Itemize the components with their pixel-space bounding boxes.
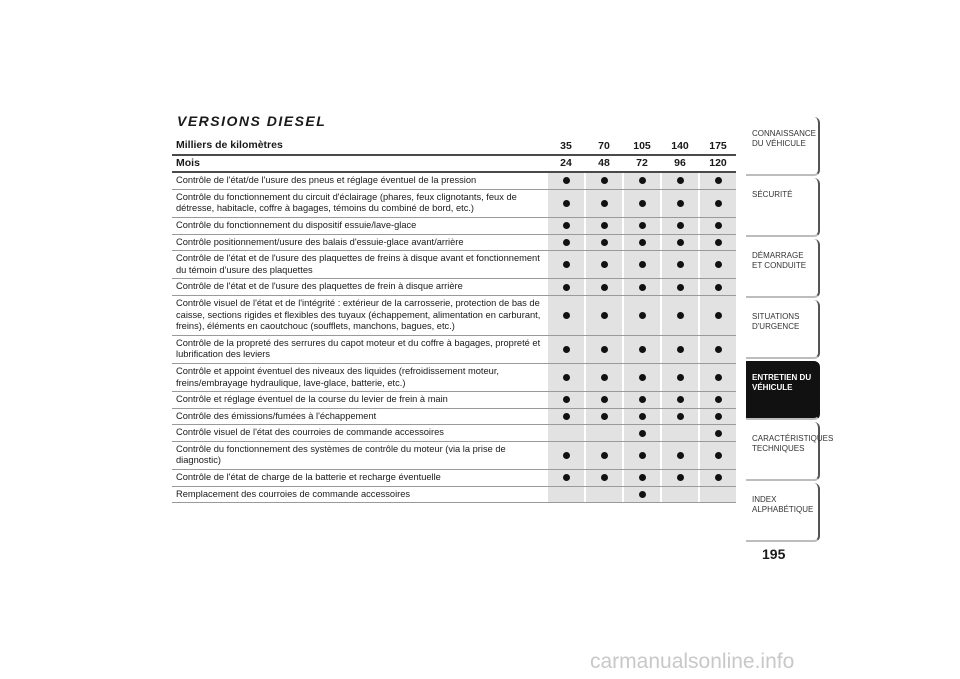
interval-cell: [546, 296, 584, 335]
table-row: [172, 425, 736, 442]
interval-cell: [546, 470, 584, 486]
interval-cell: [698, 425, 736, 441]
interval-cell: [660, 296, 698, 335]
interval-cell: [622, 364, 660, 391]
interval-cell: [584, 235, 622, 251]
table-row: [172, 296, 736, 336]
check-dot-icon: [715, 261, 722, 268]
interval-cell: [584, 409, 622, 425]
check-dot-icon: [715, 413, 722, 420]
table-header-row: [172, 156, 736, 174]
header-value: 96: [660, 156, 698, 172]
check-dot-icon: [639, 491, 646, 498]
interval-cell: [584, 173, 622, 189]
interval-cell: [546, 235, 584, 251]
interval-cell: [622, 173, 660, 189]
interval-cell: [698, 251, 736, 278]
interval-cell: [584, 296, 622, 335]
table-row: [172, 173, 736, 190]
interval-cell: [546, 409, 584, 425]
check-dot-icon: [715, 396, 722, 403]
header-value: 105: [622, 138, 660, 154]
table-row: [172, 392, 736, 409]
check-dot-icon: [563, 222, 570, 229]
header-value: 70: [584, 138, 622, 154]
check-dot-icon: [563, 413, 570, 420]
interval-cell: [546, 364, 584, 391]
check-dot-icon: [677, 239, 684, 246]
table-row: [172, 251, 736, 279]
maintenance-table: [172, 138, 736, 503]
check-dot-icon: [563, 374, 570, 381]
check-dot-icon: [677, 396, 684, 403]
table-row: [172, 442, 736, 470]
interval-cell: [660, 487, 698, 503]
check-dot-icon: [601, 261, 608, 268]
check-dot-icon: [639, 452, 646, 459]
interval-cell: [622, 251, 660, 278]
interval-cell: [584, 364, 622, 391]
task-label: Remplacement des courroies de commande accessoires: [176, 488, 411, 499]
table-row: [172, 336, 736, 364]
check-dot-icon: [601, 200, 608, 207]
interval-cell: [698, 218, 736, 234]
check-dot-icon: [715, 177, 722, 184]
task-label: Contrôle de la propreté des serrures du capot moteur et du coffre à bagages, propreté et lubrification des leviers: [176, 337, 541, 360]
page-number: 195: [762, 546, 786, 562]
check-dot-icon: [677, 413, 684, 420]
interval-cell: [698, 336, 736, 363]
interval-cell: [584, 392, 622, 408]
sidebar-tab[interactable]: DÉMARRAGE ET CONDUITE: [746, 239, 820, 298]
task-label: Contrôle visuel de l'état des courroies de commande accessoires: [176, 427, 444, 438]
check-dot-icon: [715, 430, 722, 437]
interval-cell: [546, 173, 584, 189]
table-row: [172, 218, 736, 235]
interval-cell: [698, 364, 736, 391]
interval-cell: [584, 487, 622, 503]
check-dot-icon: [563, 452, 570, 459]
check-dot-icon: [715, 452, 722, 459]
interval-cell: [584, 251, 622, 278]
interval-cell: [546, 279, 584, 295]
interval-cell: [622, 235, 660, 251]
sidebar-tab[interactable]: CARACTÉRISTIQUES TECHNIQUES: [746, 422, 820, 481]
table-row: [172, 470, 736, 487]
interval-cell: [698, 190, 736, 217]
interval-cell: [660, 190, 698, 217]
header-value: 24: [546, 156, 584, 172]
sidebar-tab[interactable]: SITUATIONS D'URGENCE: [746, 300, 820, 359]
interval-cell: [622, 470, 660, 486]
check-dot-icon: [677, 222, 684, 229]
sidebar-tab[interactable]: ENTRETIEN DU VÉHICULE: [746, 361, 820, 420]
interval-cell: [546, 218, 584, 234]
interval-cell: [584, 279, 622, 295]
task-label: Contrôle et appoint éventuel des niveaux des liquides (refroidissement moteur, freins/embrayage hydraulique, lave-glace, batterie, etc.): [176, 365, 499, 388]
check-dot-icon: [563, 396, 570, 403]
table-row: [172, 364, 736, 392]
check-dot-icon: [601, 452, 608, 459]
check-dot-icon: [601, 374, 608, 381]
chapter-sidebar: [746, 117, 834, 544]
interval-cell: [622, 296, 660, 335]
check-dot-icon: [639, 396, 646, 403]
check-dot-icon: [639, 346, 646, 353]
header-value: 72: [622, 156, 660, 172]
check-dot-icon: [677, 452, 684, 459]
header-label: Mois: [176, 156, 200, 169]
check-dot-icon: [677, 284, 684, 291]
interval-cell: [584, 442, 622, 469]
interval-cell: [660, 279, 698, 295]
check-dot-icon: [563, 177, 570, 184]
interval-cell: [660, 392, 698, 408]
check-dot-icon: [715, 200, 722, 207]
interval-cell: [698, 487, 736, 503]
interval-cell: [622, 279, 660, 295]
interval-cell: [622, 392, 660, 408]
check-dot-icon: [601, 239, 608, 246]
check-dot-icon: [639, 222, 646, 229]
check-dot-icon: [563, 346, 570, 353]
interval-cell: [622, 487, 660, 503]
header-value: 120: [698, 156, 736, 172]
check-dot-icon: [677, 177, 684, 184]
check-dot-icon: [715, 239, 722, 246]
check-dot-icon: [563, 239, 570, 246]
check-dot-icon: [601, 346, 608, 353]
interval-cell: [660, 235, 698, 251]
check-dot-icon: [677, 346, 684, 353]
task-label: Contrôle du fonctionnement des systèmes de contrôle du moteur (via la prise de diagnostic): [176, 443, 506, 466]
interval-cell: [660, 409, 698, 425]
interval-cell: [546, 487, 584, 503]
check-dot-icon: [601, 284, 608, 291]
interval-cell: [622, 190, 660, 217]
interval-cell: [622, 442, 660, 469]
interval-cell: [546, 251, 584, 278]
task-label: Contrôle du fonctionnement du circuit d'éclairage (phares, feux clignotants, feux de détresse, habitacle, coffre à bagages, témoins du combiné de bord, etc.): [176, 191, 517, 214]
interval-cell: [584, 190, 622, 217]
interval-cell: [546, 190, 584, 217]
interval-cell: [546, 392, 584, 408]
interval-cell: [698, 409, 736, 425]
interval-cell: [660, 218, 698, 234]
check-dot-icon: [601, 474, 608, 481]
check-dot-icon: [563, 474, 570, 481]
check-dot-icon: [677, 200, 684, 207]
check-dot-icon: [639, 200, 646, 207]
interval-cell: [660, 336, 698, 363]
check-dot-icon: [639, 430, 646, 437]
interval-cell: [660, 173, 698, 189]
interval-cell: [546, 442, 584, 469]
interval-cell: [660, 470, 698, 486]
task-label: Contrôle de l'état et de l'usure des plaquettes de freins à disque avant et fonctionnement du témoin d'usure des plaquettes: [176, 253, 540, 275]
task-label: Contrôle visuel de l'état et de l'intégrité : extérieur de la carrosserie, protection de bas de caisse, sections rigides et flexibles des tuyaux (échappement, alimentation en carburant, freins), éléments en caoutchouc (soufflets, manchons, bagues, etc.): [176, 297, 541, 332]
task-label: Contrôle positionnement/usure des balais d'essuie-glace avant/arrière: [176, 236, 464, 247]
interval-cell: [584, 425, 622, 441]
check-dot-icon: [639, 261, 646, 268]
task-label: Contrôle des émissions/fumées à l'échappement: [176, 410, 377, 421]
interval-cell: [698, 235, 736, 251]
check-dot-icon: [639, 413, 646, 420]
check-dot-icon: [563, 261, 570, 268]
table-header-row: [172, 138, 736, 156]
header-value: 35: [546, 138, 584, 154]
sidebar-tab[interactable]: SÉCURITÉ: [746, 178, 820, 237]
interval-cell: [546, 425, 584, 441]
task-label: Contrôle et réglage éventuel de la course du levier de frein à main: [176, 394, 448, 405]
sidebar-tab[interactable]: CONNAISSANCE DU VÉHICULE: [746, 117, 820, 176]
check-dot-icon: [715, 312, 722, 319]
task-label: Contrôle du fonctionnement du dispositif essuie/lave-glace: [176, 219, 417, 230]
check-dot-icon: [677, 374, 684, 381]
check-dot-icon: [563, 200, 570, 207]
interval-cell: [622, 336, 660, 363]
header-value: 48: [584, 156, 622, 172]
interval-cell: [584, 218, 622, 234]
check-dot-icon: [639, 374, 646, 381]
check-dot-icon: [677, 474, 684, 481]
check-dot-icon: [601, 413, 608, 420]
check-dot-icon: [715, 346, 722, 353]
sidebar-tab[interactable]: INDEX ALPHABÉTIQUE: [746, 483, 820, 542]
check-dot-icon: [639, 177, 646, 184]
table-row: [172, 279, 736, 296]
interval-cell: [622, 409, 660, 425]
interval-cell: [698, 173, 736, 189]
interval-cell: [660, 251, 698, 278]
section-title: VERSIONS DIESEL: [177, 113, 327, 129]
table-row: [172, 235, 736, 252]
interval-cell: [698, 470, 736, 486]
check-dot-icon: [601, 396, 608, 403]
check-dot-icon: [639, 474, 646, 481]
check-dot-icon: [715, 284, 722, 291]
check-dot-icon: [639, 239, 646, 246]
interval-cell: [546, 336, 584, 363]
task-label: Contrôle de l'état/de l'usure des pneus et réglage éventuel de la pression: [176, 175, 477, 186]
interval-cell: [584, 470, 622, 486]
header-value: 175: [698, 138, 736, 154]
check-dot-icon: [715, 222, 722, 229]
check-dot-icon: [601, 177, 608, 184]
header-label: Milliers de kilomètres: [176, 139, 283, 151]
check-dot-icon: [601, 222, 608, 229]
task-label: Contrôle de l'état et de l'usure des plaquettes de frein à disque arrière: [176, 281, 463, 292]
check-dot-icon: [677, 312, 684, 319]
interval-cell: [698, 296, 736, 335]
interval-cell: [660, 425, 698, 441]
watermark: carmanualsonline.info: [590, 650, 795, 673]
task-label: Contrôle de l'état de charge de la batterie et recharge éventuelle: [176, 472, 441, 483]
check-dot-icon: [715, 474, 722, 481]
interval-cell: [698, 442, 736, 469]
table-row: [172, 409, 736, 426]
table-row: [172, 190, 736, 218]
check-dot-icon: [639, 284, 646, 291]
interval-cell: [584, 336, 622, 363]
check-dot-icon: [677, 261, 684, 268]
interval-cell: [698, 392, 736, 408]
table-row: [172, 487, 736, 504]
check-dot-icon: [639, 312, 646, 319]
check-dot-icon: [563, 284, 570, 291]
header-value: 140: [660, 138, 698, 154]
check-dot-icon: [601, 312, 608, 319]
interval-cell: [622, 218, 660, 234]
check-dot-icon: [715, 374, 722, 381]
interval-cell: [698, 279, 736, 295]
interval-cell: [660, 364, 698, 391]
interval-cell: [660, 442, 698, 469]
interval-cell: [622, 425, 660, 441]
check-dot-icon: [563, 312, 570, 319]
